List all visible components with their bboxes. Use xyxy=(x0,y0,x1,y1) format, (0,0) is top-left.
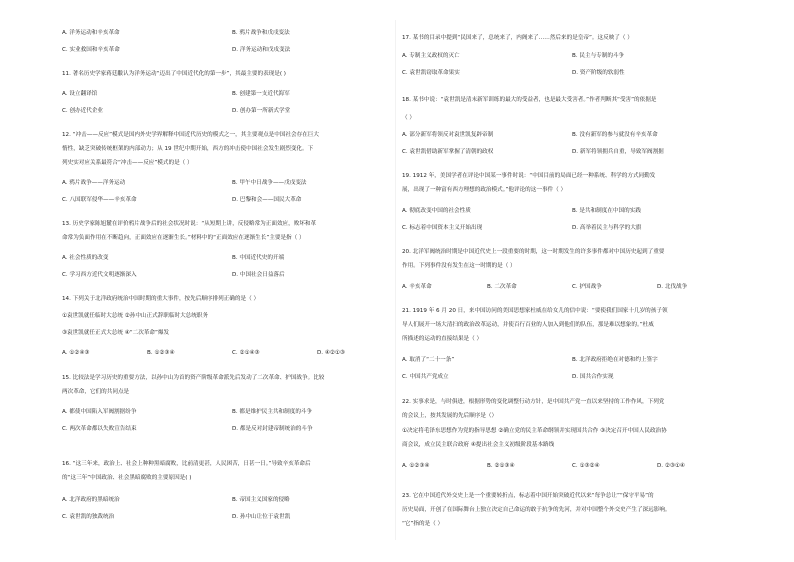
q11-option-d: D. 创办第一所新式学堂 xyxy=(232,108,291,114)
q20-option-c: C. 护国战争 xyxy=(572,284,602,290)
q19-option-b: B. 是共和制度在中国的实践 xyxy=(572,208,641,214)
q17-option-d: D. 资产阶级的软弱性 xyxy=(572,70,625,76)
q14-item-line-2: ③袁世凯就任正式大总统 ④“二次革命”爆发 xyxy=(62,330,170,336)
q10-option-a: A. 洋务运动和辛亥革命 xyxy=(62,30,120,36)
q18-option-d: D. 新军将领拥兵自重，导致军阀割据 xyxy=(572,149,664,155)
q23-line-1: 23. 它在中国近代外交史上是一个重要转折点，标志着中国开始突破近代以来“每争总让”“保守平易”的 xyxy=(402,493,654,499)
q14-option-a: A. ①②④③ xyxy=(62,350,90,356)
q12-line-2: 惰性，缺乏突破传统框架的内部动力；从 19 世纪中期开始，西方的冲击使中国社会发生剧烈变化。下 xyxy=(62,146,314,152)
q13-option-d: D. 中国社会日益落后 xyxy=(232,272,285,278)
q23-line-2: 历史局面，开创了在国际舞台上独立决定自己命运的敢于抗争的先河，并对中国整个外交史产生了深远影响。 xyxy=(402,507,671,513)
q20-option-a: A. 辛亥革命 xyxy=(402,284,432,290)
q17-stem: 17. 某书的目录中提到“民国来了，总统来了，内阁来了……然后来的是皇帝”。这反映了（ ） xyxy=(402,35,633,41)
q20-option-d: D. 北伐战争 xyxy=(657,284,688,290)
q12-line-3: 列史实对应关系最符合“冲击——反应”模式的是（ ） xyxy=(62,160,193,166)
q16-option-d: D. 孙中山让位于袁世凯 xyxy=(232,514,291,520)
q16-line-1: 16. “这三年来，政治上、社会上种种黑暗腐败，比前清更甚，人民困苦，日甚一日。”导致辛亥革命后 xyxy=(62,461,311,467)
q12-line-1: 12. “冲击——反应”模式是国内外史学界解释中国近代历史的模式之一，其主要观点是中国社会存在巨大 xyxy=(62,132,320,138)
q13-option-a: A. 社会性质的改变 xyxy=(62,255,109,261)
q18-option-b: B. 没有新军的参与就没有辛亥革命 xyxy=(572,132,658,138)
q15-option-c: C. 两次革命都以失败宣告结束 xyxy=(62,426,137,432)
q21-line-2: 导人们展开一场大清扫的政治改革运动，并使百行百业的人加入到他们的队伍，那是难以想象的。”杜威 xyxy=(402,322,654,328)
q22-option-c: C. ①③②④ xyxy=(572,463,600,469)
q23-line-3: “它”指的是（ ） xyxy=(402,521,444,527)
q13-line-1: 13. 历史学家陈旭麓在评价鸦片战争后的社会状况时说：“从短期上讲，反侵略常为正面效应，败坏和革 xyxy=(62,221,317,227)
q18-line-2: （ ） xyxy=(402,115,415,121)
q11-option-c: C. 创办近代企业 xyxy=(62,108,104,114)
q22-line-4: 商会议，成立民主联合政府 ④提出社会主义初级阶段基本路线 xyxy=(402,442,555,448)
q12-option-b: B. 甲午中日战争——戊戌变法 xyxy=(232,180,307,186)
q18-option-c: C. 袁世凯借助新军掌握了清朝的政权 xyxy=(402,149,494,155)
q21-option-c: C. 中国共产党成立 xyxy=(402,374,449,380)
q16-option-c: C. 袁世凯的独裁统治 xyxy=(62,514,115,520)
q14-option-b: B. ①②③④ xyxy=(147,350,175,356)
q21-option-a: A. 取消了“二十一条” xyxy=(402,357,455,363)
q21-line-1: 21. 1919 年 6 月 20 日，来中国访问的美国思想家杜威在给女儿的信中说：“要使我们国家十几岁的孩子领 xyxy=(402,308,668,314)
q10-option-d: D. 洋务运动和戊戌变法 xyxy=(232,47,291,53)
q11-option-a: A. 设立翻译馆 xyxy=(62,91,98,97)
q19-option-c: C. 标志着中国资本主义开始出现 xyxy=(402,225,483,231)
q11-stem: 11. 著名历史学家蒋廷黻认为洋务运动“迈出了中国近代化的第一步”，其最主要的表现是( ) xyxy=(62,71,286,77)
q22-line-1: 22. 实事求是，与时俱进，根据形势的变化调整行动方针，是中国共产党一直以来坚持的工作作风，下列党 xyxy=(402,399,665,405)
q17-option-a: A. 专制主义政权的灭亡 xyxy=(402,53,460,59)
q16-option-a: A. 北洋政府的黑暗统治 xyxy=(62,497,120,503)
q21-option-d: D. 国共合作实现 xyxy=(572,374,614,380)
q17-option-c: C. 袁世凯窃取革命果实 xyxy=(402,70,460,76)
q19-line-1: 19. 1912 年，美国学者在评论中国某一事件时说：“中国目前的局面已经一种系统、科学的方式同勤发 xyxy=(402,173,656,179)
q19-line-2: 展，出现了一种富有西方理想的政治模式。”他评论的这一事件（ ） xyxy=(402,187,567,193)
q15-option-d: D. 都是反对封建帝制统治的斗争 xyxy=(232,426,313,432)
q11-option-b: B. 创建第一支近代海军 xyxy=(232,91,290,97)
q22-option-b: B. ②①③④ xyxy=(487,463,515,469)
q12-option-c: C. 八国联军侵华——辛亥革命 xyxy=(62,197,137,203)
q14-option-c: C. ②①④③ xyxy=(232,350,260,356)
q19-option-a: A. 彻底改变中国的社会性质 xyxy=(402,208,471,214)
q10-option-b: B. 鸦片战争和戊戌变法 xyxy=(232,30,290,36)
column-divider xyxy=(395,20,396,540)
q15-option-b: B. 都是维护民主共和制度的斗争 xyxy=(232,409,313,415)
q12-option-d: D. 巴黎和会——国民大革命 xyxy=(232,197,302,203)
q20-option-b: B. 二次革命 xyxy=(487,284,517,290)
q13-option-b: B. 中国近代史的开端 xyxy=(232,255,285,261)
q16-line-2: 的“这三年”中国政治、社会黑暗腐败的主要原因是( ) xyxy=(62,475,192,481)
q13-line-2: 命常为负面作用在不断趋向，正面效应在逐渐生长。”材料中的“正面效应在逐渐生长”主要是指（ ） xyxy=(62,235,305,241)
q16-option-b: B. 帝国主义国家的侵略 xyxy=(232,497,290,503)
q13-option-c: C. 学习西方近代文明逐渐深入 xyxy=(62,272,137,278)
q14-item-line-1: ①袁世凯就任临时大总统 ②孙中山正式辞职临时大总统职务 xyxy=(62,313,209,319)
q14-stem: 14. 下列关于北洋政府统治中国时期的重大事件，按先后顺序排列正确的是（ ） xyxy=(62,296,260,302)
q21-line-3: 所描述的运动的直接结果是（ ） xyxy=(402,336,483,342)
q22-line-3: ①决定将毛泽东思想作为党的指导思想 ②确立党的民主革命纲领并实现国共合作 ③决定召开中国人民政治协 xyxy=(402,428,667,434)
q21-option-b: B. 北洋政府拒绝在对德和约上签字 xyxy=(572,357,658,363)
q15-line-1: 15. 比较法是学习历史的重要方法，以孙中山为首的资产阶级革命派先后发动了二次革命、护国战争。比较 xyxy=(62,375,325,381)
q18-option-a: A. 部分新军将领反对袁世凯复辟帝制 xyxy=(402,132,494,138)
q22-option-a: A. ①②③④ xyxy=(402,463,430,469)
q19-option-d: D. 高举着民主与科学的大旗 xyxy=(572,225,642,231)
q22-option-d: D. ②③①④ xyxy=(657,463,685,469)
q20-line-1: 20. 北洋军阀统治时期是中国近代史上一段重要的时期，这一时期发生的许多事件都对中国历史起到了重要 xyxy=(402,249,665,255)
q10-option-c: C. 实业救国和辛亥革命 xyxy=(62,47,120,53)
q15-option-a: A. 都使中国陷入军阀割据纷争 xyxy=(62,409,137,415)
q18-line-1: 18. 某书中说：“袁世凯是清末新军训练的最大的受益者，也是最大受害者。”作者判断其“受害”的依据是 xyxy=(402,97,657,103)
q22-line-2: 的会议上，按其发展的先后顺序是（） xyxy=(402,413,498,419)
q15-line-2: 两次革命，它们的共同点是 xyxy=(62,389,130,395)
q12-option-a: A. 鸦片战争——洋务运动 xyxy=(62,180,126,186)
q20-line-2: 作用。下列事件没有发生在这一时期的是（ ） xyxy=(402,263,516,269)
q17-option-b: B. 民主与专制的斗争 xyxy=(572,53,625,59)
q14-option-d: D. ④②①③ xyxy=(317,350,345,356)
